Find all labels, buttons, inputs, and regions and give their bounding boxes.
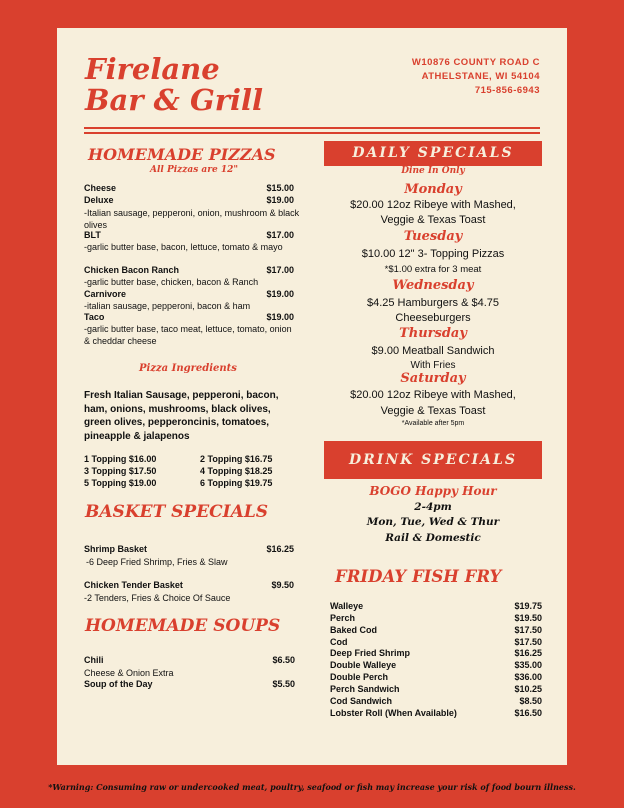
fish-name: Walleye [330, 601, 364, 611]
fish-name: Deep Fried Shrimp [330, 648, 411, 658]
fish-price: $17.50 [514, 637, 542, 647]
pizza-item [84, 265, 294, 275]
fish-item [330, 601, 542, 611]
fish-name: Cod [330, 637, 348, 647]
happy-hour-days: Mon, Tue, Wed & Thur [366, 516, 500, 528]
fish-item [330, 696, 542, 706]
soup-name: Soup of the Day [84, 679, 153, 689]
fish-name: Double Perch [330, 672, 389, 682]
pizza-description: -Italian sausage, pepperoni, onion, mushroom & black olives [84, 208, 300, 230]
special-line: $20.00 12oz Ribeye with Mashed, [350, 199, 516, 211]
pizza-item [84, 195, 294, 205]
fish-item [330, 672, 542, 682]
drink-specials-banner: DRINK SPECIALS [324, 441, 542, 479]
pizza-name: Chicken Bacon Ranch [84, 265, 180, 275]
topping-price: 5 Topping $19.00 [84, 478, 157, 488]
pizza-item [84, 289, 294, 299]
pizza-description: -garlic butter base, bacon, lettuce, tomato & mayo [84, 242, 283, 252]
pizza-price: $17.00 [266, 230, 294, 240]
fish-item [330, 648, 542, 658]
soup-price: $6.50 [272, 655, 295, 665]
title-line-2: Bar & Grill [85, 83, 264, 117]
special-line: $20.00 12oz Ribeye with Mashed, [350, 389, 516, 401]
pizza-price: $19.00 [266, 195, 294, 205]
soup-item [84, 679, 295, 689]
soup-note: Cheese & Onion Extra [84, 668, 174, 678]
day-wednesday: Wednesday [392, 278, 474, 293]
happy-hour-time: 2-4pm [414, 501, 452, 513]
pizza-name: Taco [84, 312, 105, 322]
happy-hour-drinks: Rail & Domestic [385, 532, 481, 544]
pizza-description: -garlic butter base, chicken, bacon & Ranch [84, 277, 259, 287]
topping-price: 2 Topping $16.75 [200, 454, 273, 464]
soups-heading: HOMEMADE SOUPS [85, 616, 281, 636]
fish-price: $35.00 [514, 660, 542, 670]
basket-price: $9.50 [271, 580, 294, 590]
basket-item [84, 580, 294, 590]
special-line: $4.25 Hamburgers & $4.75 [366, 297, 500, 309]
fish-price: $10.25 [514, 684, 542, 694]
pizza-name: Cheese [84, 183, 117, 193]
restaurant-title [85, 54, 263, 116]
fish-price: $19.50 [514, 613, 542, 623]
pizza-price: $15.00 [266, 183, 294, 193]
food-warning: *Warning: Consuming raw or undercooked meat, poultry, seafood or fish may increase your risk of food bourn illness. [48, 782, 576, 792]
day-thursday: Thursday [399, 326, 467, 341]
special-line: $9.00 Meatball Sandwich [371, 345, 495, 357]
fish-name: Lobster Roll (When Available) [330, 708, 457, 718]
soup-item [84, 655, 295, 665]
special-note: *$1.00 extra for 3 meat [384, 264, 482, 275]
fish-item [330, 625, 542, 635]
pizza-price: $19.00 [266, 312, 294, 322]
special-line: Veggie & Texas Toast [380, 214, 486, 226]
fish-fry-heading: FRIDAY FISH FRY [335, 567, 502, 586]
topping-price: 1 Topping $16.00 [84, 454, 157, 464]
pizza-item [84, 230, 294, 240]
special-line: Veggie & Texas Toast [380, 405, 486, 417]
special-line: $10.00 12" 3- Topping Pizzas [361, 248, 505, 260]
baskets-heading: BASKET SPECIALS [85, 502, 269, 522]
fish-item [330, 613, 542, 623]
fish-item [330, 660, 542, 670]
day-monday: Monday [404, 182, 462, 197]
topping-price: 3 Topping $17.50 [84, 466, 157, 476]
address-line-1: W10876 COUNTY ROAD C [411, 57, 540, 68]
pizza-name: Deluxe [84, 195, 114, 205]
pizza-description: -italian sausage, pepperoni, bacon & ham [84, 301, 251, 311]
pizzas-heading: HOMEMADE PIZZAS [88, 145, 276, 164]
pizza-name: BLT [84, 230, 101, 240]
ingredients-list: Fresh Italian Sausage, pepperoni, bacon, ham, onions, mushrooms, black olives, green olives, pepperoncinis, tomatoes, pineapple & jalapenos [84, 390, 279, 442]
pizza-price: $17.00 [266, 265, 294, 275]
fish-name: Double Walleye [330, 660, 397, 670]
fish-price: $16.25 [514, 648, 542, 658]
title-line-1: Firelane [85, 52, 220, 86]
address-block [412, 56, 540, 98]
fish-price: $8.50 [519, 696, 542, 706]
pizza-price: $19.00 [266, 289, 294, 299]
pizza-item [84, 183, 294, 193]
soup-price: $5.50 [272, 679, 295, 689]
basket-description: -6 Deep Fried Shrimp, Fries & Slaw [86, 557, 228, 567]
basket-name: Chicken Tender Basket [84, 580, 183, 590]
special-note: *Available after 5pm [401, 420, 465, 427]
basket-name: Shrimp Basket [84, 544, 148, 554]
dine-in-note: Dine In Only [401, 166, 465, 176]
topping-price: 4 Topping $18.25 [200, 466, 273, 476]
day-saturday: Saturday [400, 371, 466, 386]
ingredients-heading: Pizza Ingredients [139, 363, 237, 374]
fish-price: $16.50 [514, 708, 542, 718]
basket-description: -2 Tenders, Fries & Choice Of Sauce [84, 593, 231, 603]
fish-name: Baked Cod [330, 625, 378, 635]
pizza-name: Carnivore [84, 289, 127, 299]
topping-price: 6 Topping $19.75 [200, 478, 273, 488]
day-tuesday: Tuesday [403, 229, 463, 244]
fish-price: $17.50 [514, 625, 542, 635]
fish-price: $36.00 [514, 672, 542, 682]
daily-specials-banner: DAILY SPECIALS [324, 141, 542, 166]
fish-name: Perch [330, 613, 356, 623]
fish-item [330, 637, 542, 647]
phone-number: 715-856-6943 [474, 85, 540, 96]
address-line-2: ATHELSTANE, WI 54104 [421, 71, 540, 82]
basket-item [84, 544, 294, 554]
pizzas-subheading: All Pizzas are 12" [150, 165, 239, 175]
special-line: Cheeseburgers [395, 312, 471, 324]
fish-name: Perch Sandwich [330, 684, 400, 694]
fish-item [330, 684, 542, 694]
divider-bottom [84, 132, 540, 134]
fish-item [330, 708, 542, 718]
basket-price: $16.25 [266, 544, 294, 554]
happy-hour-title: BOGO Happy Hour [369, 484, 497, 498]
fish-price: $19.75 [514, 601, 542, 611]
soup-name: Chili [84, 655, 104, 665]
divider-top [84, 127, 540, 129]
pizza-item [84, 312, 294, 322]
fish-name: Cod Sandwich [330, 696, 393, 706]
pizza-description: -garlic butter base, taco meat, lettuce, tomato, onion & cheddar cheese [84, 324, 292, 346]
special-line: With Fries [410, 360, 456, 371]
